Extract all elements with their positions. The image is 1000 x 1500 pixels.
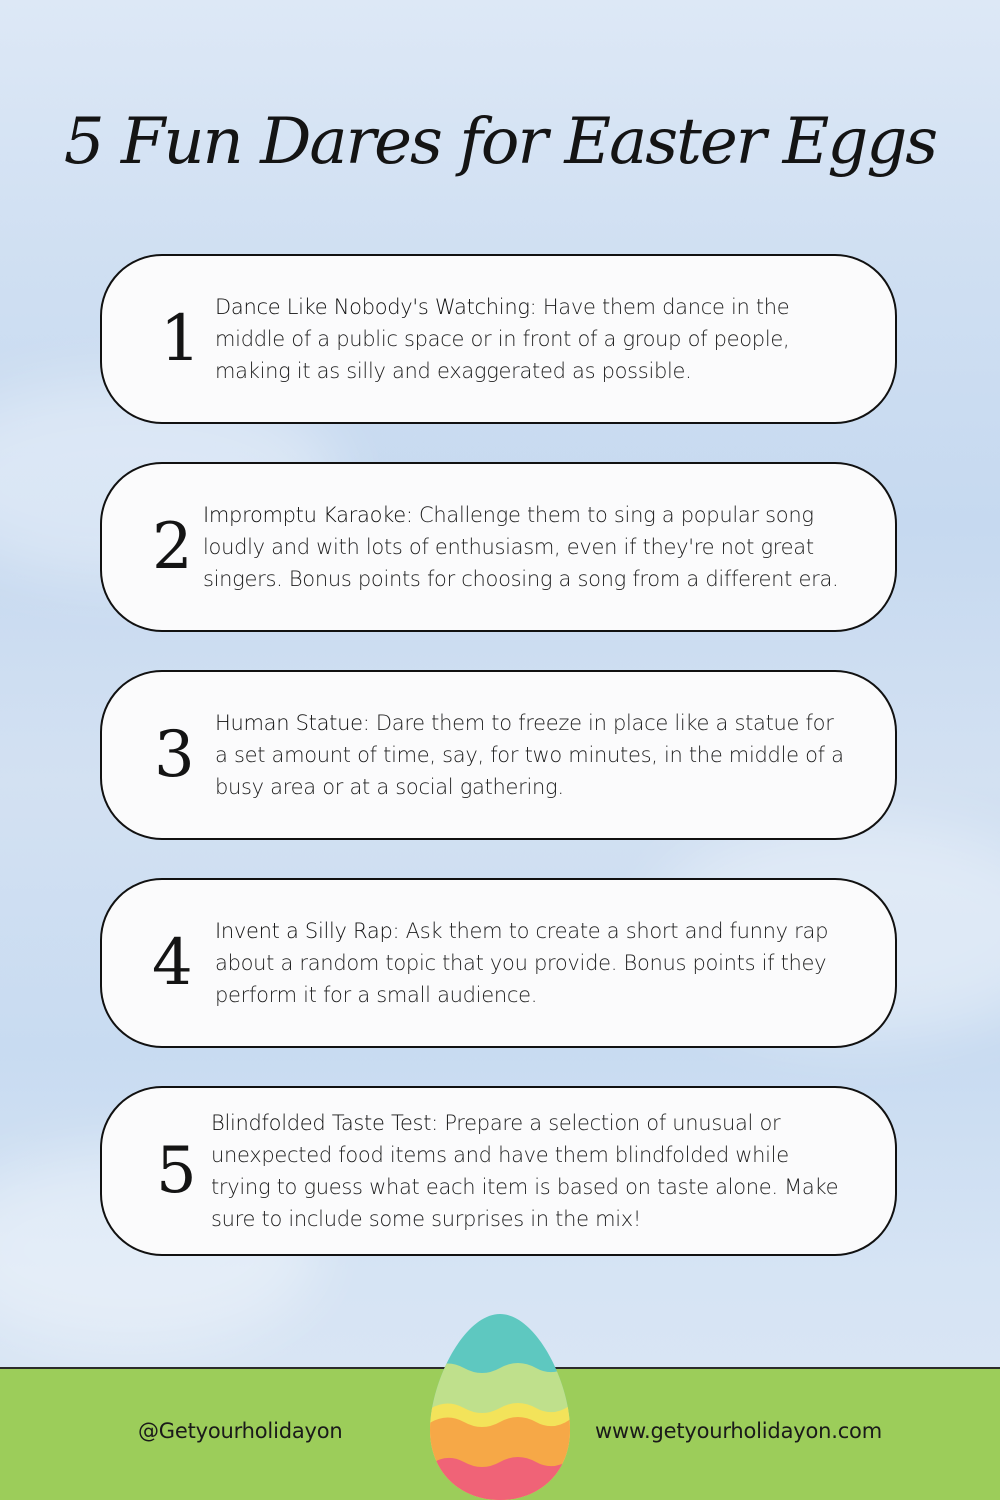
dare-card-3 xyxy=(100,670,897,840)
website-link[interactable]: www.getyourholidayon.com xyxy=(595,1419,882,1443)
dare-heading: Blindfolded Taste Test: xyxy=(211,1111,438,1135)
page-title: 5 Fun Dares for Easter Eggs xyxy=(63,105,937,179)
dare-text: Dare them to freeze in place like a statue for a set amount of time, say, for two minutes, in the middle of a busy area or at a social gathering. xyxy=(215,711,844,799)
dare-text: Ask them to create a short and funny rap about a random topic that you provide. Bonus points if they perform it for a small audience. xyxy=(215,919,829,1007)
dare-number: 3 xyxy=(154,718,195,792)
dare-number: 1 xyxy=(160,302,201,376)
dare-card-1 xyxy=(100,254,897,424)
dare-heading: Invent a Silly Rap: xyxy=(215,919,400,943)
dare-card-4 xyxy=(100,878,897,1048)
dare-text: Have them dance in the middle of a public space or in front of a group of people, making it as silly and exaggerated as possible. xyxy=(215,295,790,383)
dare-number: 5 xyxy=(156,1134,197,1208)
dare-number: 4 xyxy=(152,926,193,1000)
dare-description xyxy=(215,707,847,803)
dare-heading: Human Statue: xyxy=(215,711,370,735)
dare-description xyxy=(203,499,847,595)
dare-card-5 xyxy=(100,1086,897,1256)
dare-card-2 xyxy=(100,462,897,632)
dare-heading: Impromptu Karaoke: xyxy=(203,503,413,527)
dare-text: Prepare a selection of unusual or unexpected food items and have them blindfolded while trying to guess what each item is based on taste alone. Make sure to include some surprises in the mix! xyxy=(211,1111,839,1231)
social-handle: @Getyourholidayon xyxy=(138,1419,343,1443)
dare-description xyxy=(215,915,847,1011)
dare-text: Challenge them to sing a popular song loudly and with lots of enthusiasm, even if they're not great singers. Bonus points for choosing a song from a different era. xyxy=(203,503,839,591)
dare-heading: Dance Like Nobody's Watching: xyxy=(215,295,537,319)
dare-description xyxy=(211,1107,847,1235)
dare-number: 2 xyxy=(152,510,193,584)
dare-description xyxy=(215,291,847,387)
easter-egg-icon xyxy=(428,1312,572,1500)
